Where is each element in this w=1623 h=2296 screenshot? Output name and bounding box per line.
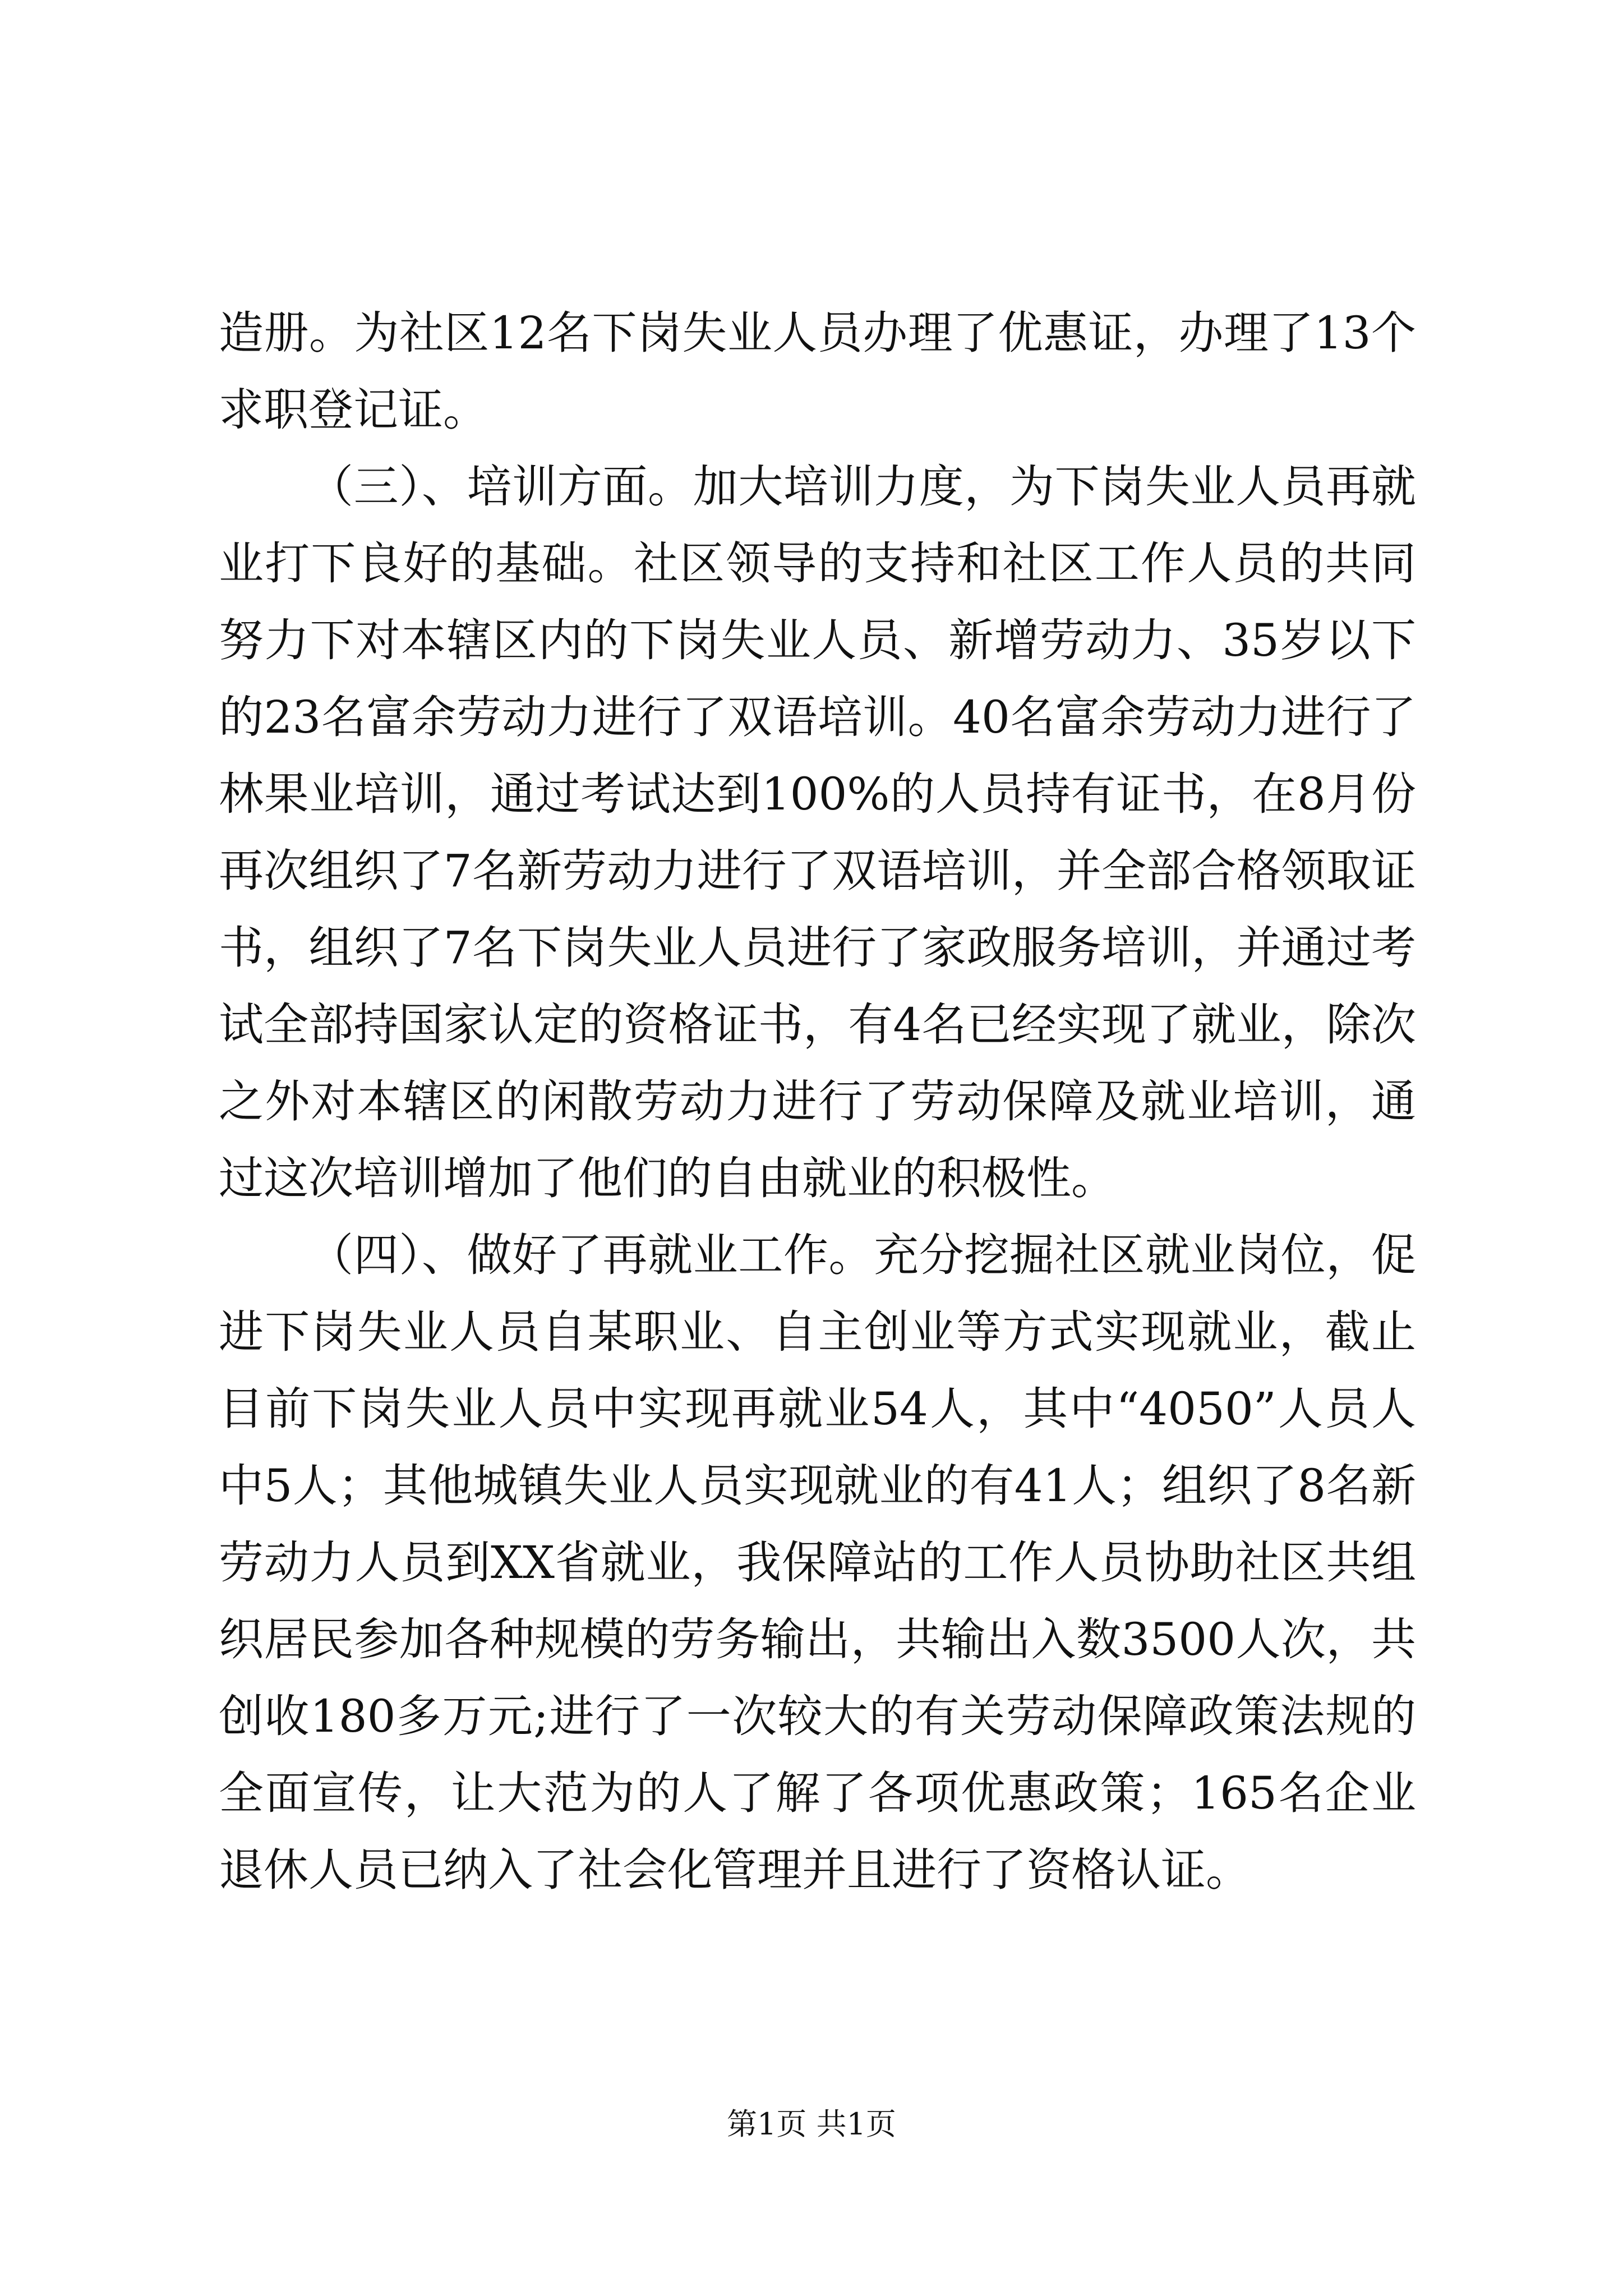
- page-number-footer: 第1页 共1页: [727, 2106, 896, 2142]
- paragraph-training: （三）、培训方面。加大培训力度，为下岗失业人员再就业打下良好的基础。社区领导的支持和社区工作人员的共同努力下对本辖区内的下岗失业人员、新增劳动力、35岁以下的23名富余劳动力进行了双语培训。40名富余劳动力进行了林果业培训，通过考试达到100%的人员持有证书，在8月份再次组织了7名新劳动力进行了双语培训，并全部合格领取证书，组织了7名下岗失业人员进行了家政服务培训，并通过考试全部持国家认定的资格证书，有4名已经实现了就业，除次之外对本辖区的闲散劳动力进行了劳动保障及就业培训，通过这次培训增加了他们的自由就业的积极性。: [219, 461, 1416, 1204]
- document-body: [219, 295, 1416, 1908]
- paragraph-reemployment: （四）、做好了再就业工作。充分挖掘社区就业岗位，促进下岗失业人员自某职业、自主创业等方式实现就业，截止目前下岗失业人员中实现再就业54人，其中“4050”人员人中5人；其他城镇失业人员实现就业的有41人；组织了8名新劳动力人员到XX省就业，我保障站的工作人员协助社区共组织居民参加各种规模的劳务输出，共输出入数3500人次，共创收180多万元;进行了一次较大的有关劳动保障政策法规的全面宣传，让大范为的人了解了各项优惠政策；165名企业退休人员已纳入了社会化管理并且进行了资格认证。: [219, 1229, 1416, 1896]
- paragraph-registration: 造册。为社区12名下岗失业人员办理了优惠证，办理了13个求职登记证。: [219, 307, 1416, 436]
